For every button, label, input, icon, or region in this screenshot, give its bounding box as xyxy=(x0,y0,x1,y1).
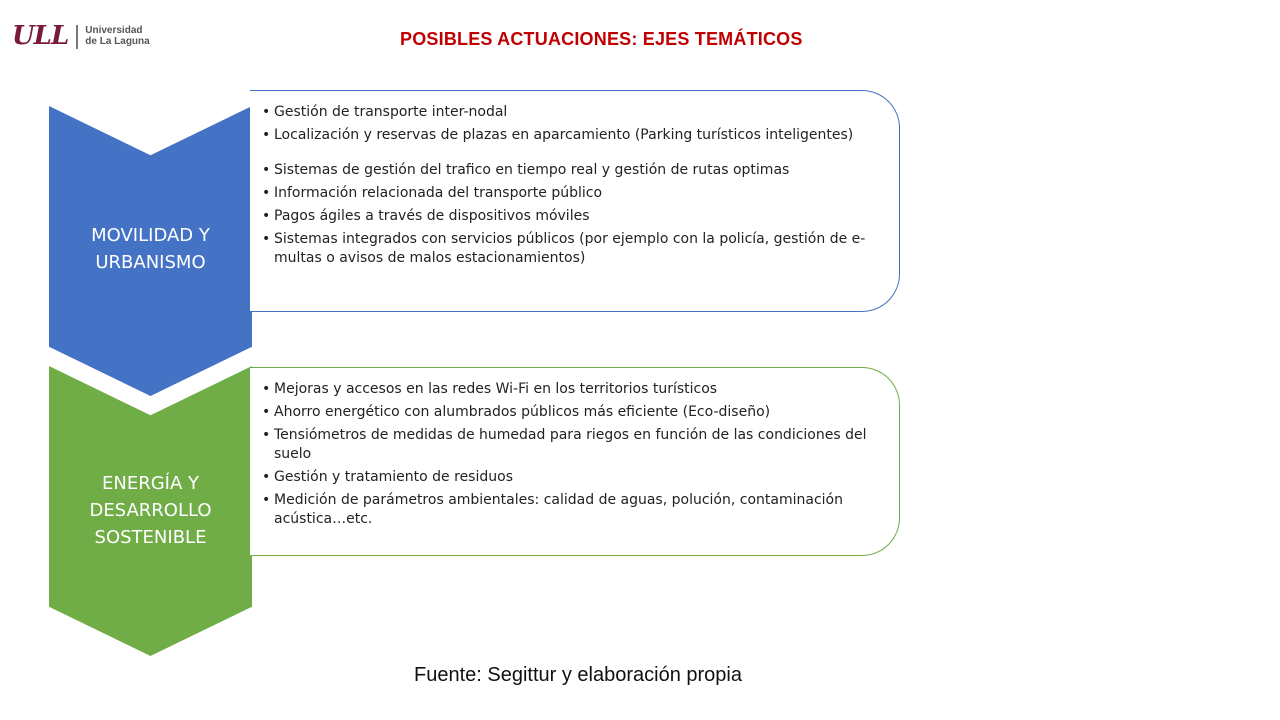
logo-mark: ULL xyxy=(12,21,69,51)
list-item: • Sistemas de gestión del trafico en tiempo real y gestión de rutas optimas xyxy=(262,161,887,180)
list-item: • Tensiómetros de medidas de humedad para riegos en función de las condiciones del suelo xyxy=(262,426,887,464)
list-item: • Medición de parámetros ambientales: calidad de aguas, polución, contaminación acústica…etc. xyxy=(262,491,887,529)
panel-movilidad xyxy=(250,90,900,312)
logo-line-2: de La Laguna xyxy=(85,36,150,47)
page-title: POSIBLES ACTUACIONES: EJES TEMÁTICOS xyxy=(400,29,803,49)
list-energia xyxy=(262,380,887,529)
list-item: • Mejoras y accesos en las redes Wi-Fi en los territorios turísticos xyxy=(262,380,887,399)
section-label-energia: ENERGÍA Y DESARROLLO SOSTENIBLE xyxy=(89,473,212,548)
source-caption: Fuente: Segittur y elaboración propia xyxy=(414,664,742,686)
logo-separator xyxy=(76,25,78,49)
list-item: • Sistemas integrados con servicios públicos (por ejemplo con la policía, gestión de e-multas o avisos de malos estacionamientos) xyxy=(262,230,887,268)
list-item: • Gestión de transporte inter-nodal xyxy=(262,103,887,122)
logo-text xyxy=(85,22,149,47)
panel-energia xyxy=(250,367,900,556)
list-item: • Pagos ágiles a través de dispositivos móviles xyxy=(262,207,887,226)
list-movilidad xyxy=(262,103,887,268)
list-item: • Información relacionada del transporte público xyxy=(262,184,887,203)
list-item: • Gestión y tratamiento de residuos xyxy=(262,468,887,487)
section-label-movilidad: MOVILIDAD Y URBANISMO xyxy=(91,225,210,273)
list-item: • Ahorro energético con alumbrados públicos más eficiente (Eco-diseño) xyxy=(262,403,887,422)
logo-line-1: Universidad xyxy=(85,25,143,36)
list-item: • Localización y reservas de plazas en aparcamiento (Parking turísticos inteligentes) xyxy=(262,126,887,145)
university-logo xyxy=(12,22,177,70)
